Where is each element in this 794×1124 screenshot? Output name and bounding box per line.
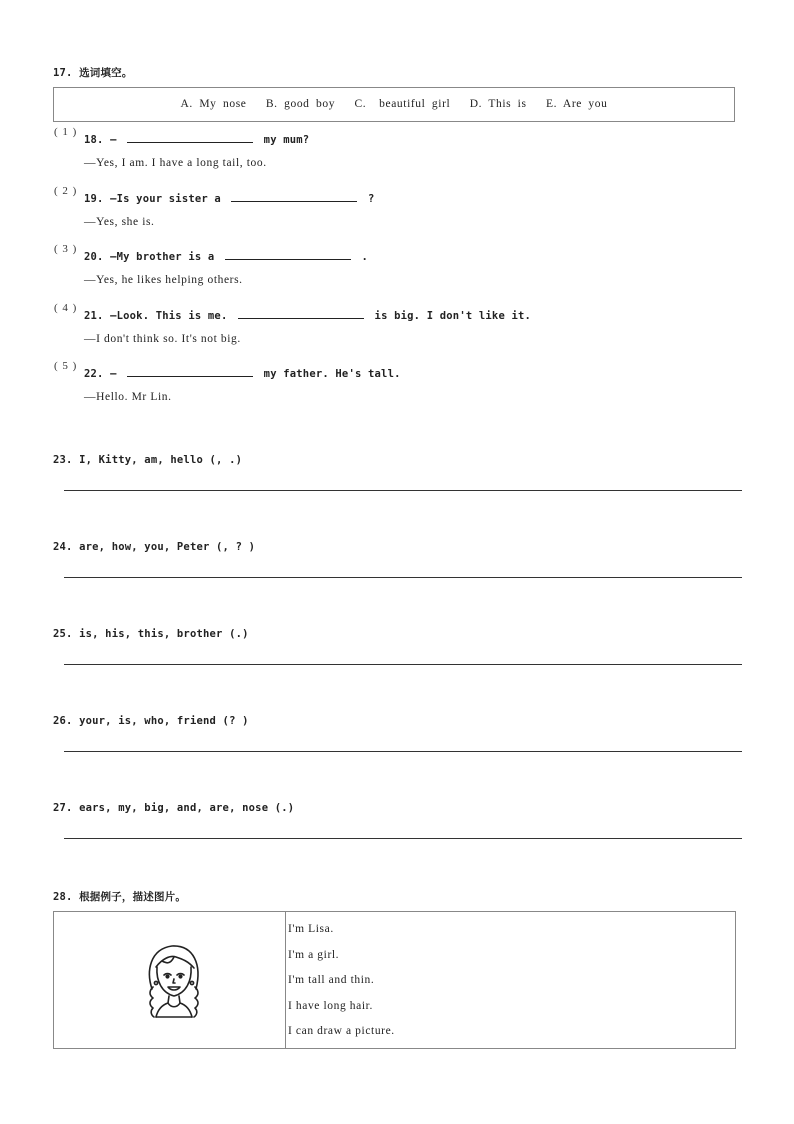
table-divider xyxy=(285,912,286,1048)
item-5-reply: —Hello. Mr Lin. xyxy=(84,391,172,403)
word-options-box xyxy=(53,87,735,122)
item-1-prefix: 18. — xyxy=(84,134,117,146)
item-4-blank[interactable] xyxy=(238,308,364,319)
item-3-prefix: 20. —My brother is a xyxy=(84,251,215,263)
answer-line-27[interactable] xyxy=(64,838,742,839)
description-line-1: I'm Lisa. xyxy=(288,923,334,935)
girl-portrait-icon xyxy=(140,941,208,1021)
word-options: A. My nose B. good boy C. beautiful girl D. This is E. Are you xyxy=(180,98,608,110)
answer-line-23[interactable] xyxy=(64,490,742,491)
item-3-blank[interactable] xyxy=(225,249,351,260)
question-26: 26. your, is, who, friend (? ) xyxy=(53,715,249,727)
question-23: 23. I, Kitty, am, hello (, .) xyxy=(53,454,243,466)
question-28-title: 28. 根据例子，描述图片。 xyxy=(53,891,187,903)
description-line-3: I'm tall and thin. xyxy=(288,974,375,986)
item-4-question xyxy=(84,308,531,322)
description-line-4: I have long hair. xyxy=(288,1000,373,1012)
item-4-reply: —I don't think so. It's not big. xyxy=(84,333,241,345)
answer-line-26[interactable] xyxy=(64,751,742,752)
item-3-reply: —Yes, he likes helping others. xyxy=(84,274,243,286)
item-2-blank[interactable] xyxy=(231,191,357,202)
question-24: 24. are, how, you, Peter (, ? ) xyxy=(53,541,256,553)
description-line-5: I can draw a picture. xyxy=(288,1025,395,1037)
answer-line-24[interactable] xyxy=(64,577,742,578)
item-3-mark: ( 3 ) xyxy=(54,243,78,255)
item-2-mark: ( 2 ) xyxy=(54,185,78,197)
question-17-title: 17. 选词填空。 xyxy=(53,67,133,79)
question-27: 27. ears, my, big, and, are, nose (.) xyxy=(53,802,295,814)
item-1-reply: —Yes, I am. I have a long tail, too. xyxy=(84,157,267,169)
item-5-mark: ( 5 ) xyxy=(54,360,78,372)
item-1-suffix: my mum? xyxy=(263,134,310,146)
item-4-suffix: is big. I don't like it. xyxy=(374,310,532,322)
item-2-suffix: ? xyxy=(368,193,375,205)
item-5-blank[interactable] xyxy=(127,366,253,377)
item-2-prefix: 19. —Is your sister a xyxy=(84,193,221,205)
item-4-mark: ( 4 ) xyxy=(54,302,78,314)
answer-line-25[interactable] xyxy=(64,664,742,665)
item-5-question xyxy=(84,366,401,380)
question-25: 25. is, his, this, brother (.) xyxy=(53,628,249,640)
example-table xyxy=(53,911,736,1049)
item-1-blank[interactable] xyxy=(127,132,253,143)
item-5-suffix: my father. He's tall. xyxy=(263,368,401,380)
item-2-question xyxy=(84,191,375,205)
description-line-2: I'm a girl. xyxy=(288,949,340,961)
item-4-prefix: 21. —Look. This is me. xyxy=(84,310,228,322)
item-3-suffix: . xyxy=(361,251,369,263)
item-3-question xyxy=(84,249,368,263)
item-1-mark: ( 1 ) xyxy=(54,126,78,138)
item-5-prefix: 22. — xyxy=(84,368,117,380)
item-1-question xyxy=(84,132,309,146)
item-2-reply: —Yes, she is. xyxy=(84,216,155,228)
